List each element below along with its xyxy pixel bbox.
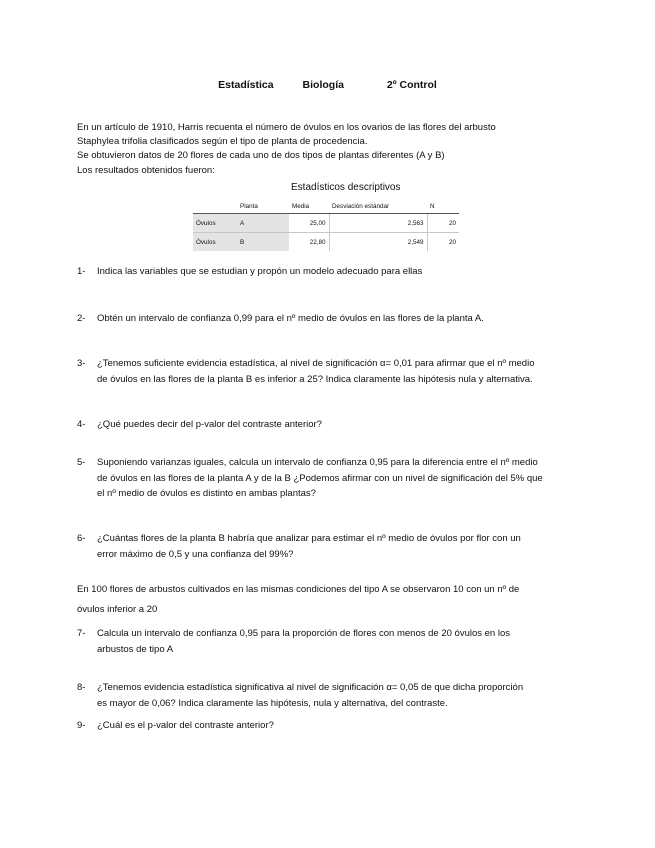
table-header: Desviación estándar bbox=[329, 199, 427, 214]
table-title: Estadísticos descriptivos bbox=[291, 182, 401, 193]
question-line: arbustos de tipo A bbox=[97, 643, 174, 655]
question-9 bbox=[77, 718, 577, 734]
question-8 bbox=[77, 680, 577, 711]
table-header-row bbox=[193, 199, 459, 214]
page-title bbox=[0, 79, 655, 91]
title-subject: Estadística bbox=[218, 79, 274, 91]
question-line: ¿Cuál es el p-valor del contraste anterior? bbox=[97, 720, 274, 731]
question-line: Obtén un intervalo de confianza 0,99 para el nº medio de óvulos en las flores de la planta A. bbox=[97, 313, 484, 324]
table-header: Planta bbox=[237, 199, 289, 214]
question-number: 4- bbox=[77, 419, 86, 430]
title-course: Biología bbox=[302, 79, 344, 91]
question-1 bbox=[77, 264, 577, 280]
question-number: 9- bbox=[77, 720, 86, 731]
question-number: 2- bbox=[77, 313, 86, 324]
question-number: 8- bbox=[77, 682, 86, 693]
row-n: 20 bbox=[427, 214, 459, 233]
question-5 bbox=[77, 455, 577, 502]
question-number: 3- bbox=[77, 358, 86, 369]
intro-line: Se obtuvieron datos de 20 flores de cada uno de dos tipos de plantas diferentes (A y B) bbox=[77, 150, 445, 162]
question-line: Indica las variables que se estudian y propón un modelo adecuado para ellas bbox=[97, 266, 423, 277]
question-line: de óvulos en las flores de la planta B es inferior a 25? Indica claramente las hipótesis nula y alternativa. bbox=[97, 373, 533, 385]
question-6 bbox=[77, 531, 577, 562]
descriptive-stats-table bbox=[193, 199, 459, 251]
intro-line: En un artículo de 1910, Harris recuenta el número de óvulos en los ovarios de las flores del arbusto bbox=[77, 122, 496, 133]
row-std: 2,563 bbox=[329, 214, 427, 233]
row-std: 2,549 bbox=[329, 233, 427, 252]
question-line: ¿Tenemos suficiente evidencia estadística, al nivel de significación α= 0,01 para afirmar que el nº medio bbox=[97, 358, 535, 369]
table-header bbox=[193, 199, 237, 214]
question-number: 6- bbox=[77, 533, 86, 544]
intro-line: Los resultados obtenidos fueron: bbox=[77, 164, 215, 176]
paragraph-line: óvulos inferior a 20 bbox=[77, 603, 158, 615]
table-row bbox=[193, 214, 459, 233]
table-header: N bbox=[427, 199, 459, 214]
row-n: 20 bbox=[427, 233, 459, 252]
question-number: 1- bbox=[77, 266, 86, 277]
question-line: Suponiendo varianzas iguales, calcula un intervalo de confianza 0,95 para la diferencia entre el nº medio bbox=[97, 457, 538, 468]
row-plant: A bbox=[237, 214, 289, 233]
row-label: Óvulos bbox=[193, 233, 237, 252]
question-line: de óvulos en las flores de la planta A y de la B ¿Podemos afirmar con un nivel de significación del 5% que bbox=[97, 472, 543, 484]
question-line: Calcula un intervalo de confianza 0,95 para la proporción de flores con menos de 20 óvulos en los bbox=[97, 628, 510, 639]
question-line: ¿Tenemos evidencia estadística significativa al nivel de significación α= 0,05 de que dicha proporción bbox=[97, 682, 524, 693]
question-line: ¿Cuántas flores de la planta B habría que analizar para estimar el nº medio de óvulos por flor con un bbox=[97, 533, 521, 544]
question-number: 7- bbox=[77, 628, 86, 639]
intro-line: Staphylea trifolia clasificados según el tipo de planta de procedencia. bbox=[77, 136, 368, 148]
question-line: error máximo de 0,5 y una confianza del 99%? bbox=[97, 548, 294, 560]
question-3 bbox=[77, 356, 577, 387]
question-line: es mayor de 0,06? Indica claramente las hipótesis, nula y alternativa, del contraste. bbox=[97, 697, 448, 709]
intro-text bbox=[77, 121, 577, 178]
title-exam: 2º Control bbox=[386, 79, 437, 91]
context-paragraph bbox=[77, 580, 577, 619]
question-7 bbox=[77, 626, 577, 657]
row-mean: 22,80 bbox=[309, 238, 326, 246]
question-2 bbox=[77, 311, 577, 327]
table-row bbox=[193, 233, 459, 252]
row-plant: B bbox=[237, 233, 289, 252]
row-mean: 25,00 bbox=[289, 214, 329, 233]
question-line: ¿Qué puedes decir del p-valor del contraste anterior? bbox=[97, 419, 322, 430]
table-header: Media bbox=[289, 199, 329, 214]
paragraph-line: En 100 flores de arbustos cultivados en las mismas condiciones del tipo A se observaron 10 con un nº de bbox=[77, 584, 520, 595]
row-label: Óvulos bbox=[193, 214, 237, 233]
question-line: el nº medio de óvulos es distinto en ambas plantas? bbox=[97, 488, 316, 499]
question-number: 5- bbox=[77, 457, 86, 468]
question-4 bbox=[77, 417, 577, 433]
